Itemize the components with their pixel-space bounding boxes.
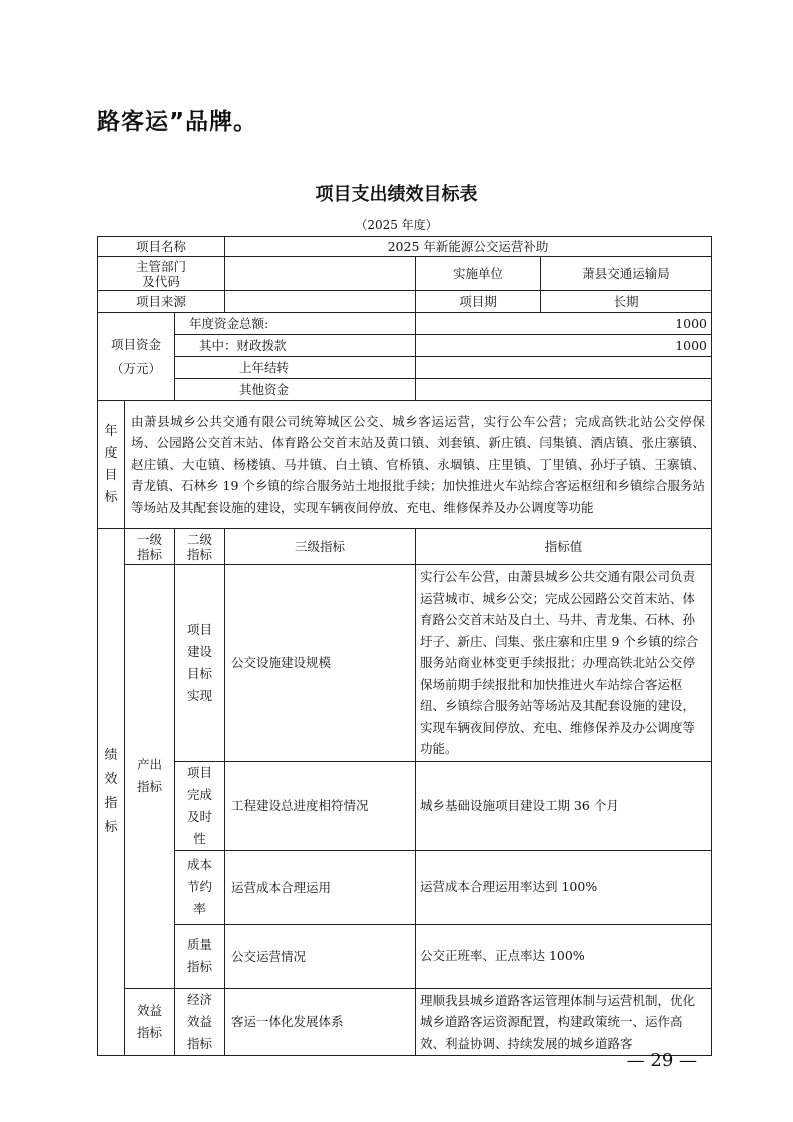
impl-unit-label: 实施单位 [416, 257, 541, 291]
project-name-value: 2025 年新能源公交运营补助 [225, 237, 712, 257]
indicator-value-cell: 运营成本合理运用率达到 100% [416, 850, 712, 924]
indicator-value-cell: 公交正班率、正点率达 100% [416, 924, 712, 988]
funds-carry-value [416, 357, 712, 379]
lvl3-cell: 工程建设总进度相符情况 [225, 761, 416, 850]
col-lvl2-header: 二级指标 [175, 529, 225, 565]
lvl2-cell: 质量指标 [175, 924, 225, 988]
col-value-header: 指标值 [416, 529, 712, 565]
output-indicator-label: 产出指标 [125, 565, 175, 989]
lvl3-cell: 运营成本合理运用 [225, 850, 416, 924]
source-value [225, 291, 416, 313]
lvl2-cell: 经济效益指标 [175, 988, 225, 1056]
col-lvl3-header: 三级指标 [225, 529, 416, 565]
funds-label: 项目资金（万元） [98, 313, 175, 401]
lvl2-cell: 项目建设目标实现 [175, 565, 225, 762]
annual-goal-label: 年度目标 [98, 401, 125, 529]
table-subtitle: （2025 年度） [355, 218, 438, 232]
funds-fiscal-label: 其中：财政拨款 [175, 335, 416, 357]
dept-label: 主管部门及代码 [98, 257, 225, 291]
performance-target-table [97, 236, 712, 1056]
funds-fiscal-value: 1000 [416, 335, 712, 357]
perf-indicator-label: 绩效指标 [98, 529, 125, 1056]
lead-text: 路客运”品牌。 [97, 109, 258, 135]
project-name-label: 项目名称 [98, 237, 225, 257]
col-lvl1-header: 一级指标 [125, 529, 175, 565]
dept-value [225, 257, 416, 291]
indicator-value-cell: 理顺我县城乡道路客运管理体制与运营机制，优化城乡道路客运资源配置，构建政策统一、运作高效、利益协调、持续发展的城乡道路客 [416, 988, 712, 1056]
funds-total-value: 1000 [416, 313, 712, 335]
period-label: 项目期 [416, 291, 541, 313]
indicator-value-cell: 实行公车公营，由萧县城乡公共交通有限公司负责运营城市、城乡公交；完成公园路公交首末站、体育路公交首末站及白土、马井、青龙集、石林、孙圩子、新庄、闫集、张庄寨和庄里 9 个乡镇的综合服务站商业林变更手续报批；办理高铁北站公交停保场前期手续报批和加快推进火车站综合客运枢纽、乡镇综合服务站等场站及其配套设施的建设，实现车辆夜间停放、充电、维修保养及办公调度等功能。 [416, 565, 712, 762]
lvl3-cell: 客运一体化发展体系 [225, 988, 416, 1056]
funds-other-label: 其他资金 [175, 379, 416, 401]
indicator-value-cell: 城乡基础设施项目建设工期 36 个月 [416, 761, 712, 850]
lvl3-cell: 公交设施建设规模 [225, 565, 416, 762]
lvl2-cell: 成本节约率 [175, 850, 225, 924]
period-value: 长期 [541, 291, 712, 313]
funds-other-value [416, 379, 712, 401]
source-label: 项目来源 [98, 291, 225, 313]
table-title: 项目支出绩效目标表 [315, 184, 478, 205]
page-number: — 29 — [626, 1050, 697, 1071]
lvl3-cell: 公交运营情况 [225, 924, 416, 988]
funds-carry-label: 上年结转 [175, 357, 416, 379]
impl-unit-value: 萧县交通运输局 [541, 257, 712, 291]
lvl2-cell: 项目完成及时性 [175, 761, 225, 850]
benefit-indicator-label: 效益指标 [125, 988, 175, 1056]
funds-total-label: 年度资金总额: [175, 313, 416, 335]
annual-goal-text: 由萧县城乡公共交通有限公司统筹城区公交、城乡客运运营，实行公车公营；完成高铁北站公交停保场、公园路公交首末站、体育路公交首末站及黄口镇、刘套镇、新庄镇、闫集镇、酒店镇、张庄寨镇、赵庄镇、大屯镇、杨楼镇、马井镇、白土镇、官桥镇、永堌镇、庄里镇、丁里镇、孙圩子镇、王寨镇、青龙镇、石林乡 19 个乡镇的综合服务站土地报批手续；加快推进火车站综合客运枢纽和乡镇综合服务站等场站及其配套设施的建设，实现车辆夜间停放、充电、维修保养及办公调度等功能 [125, 401, 712, 529]
